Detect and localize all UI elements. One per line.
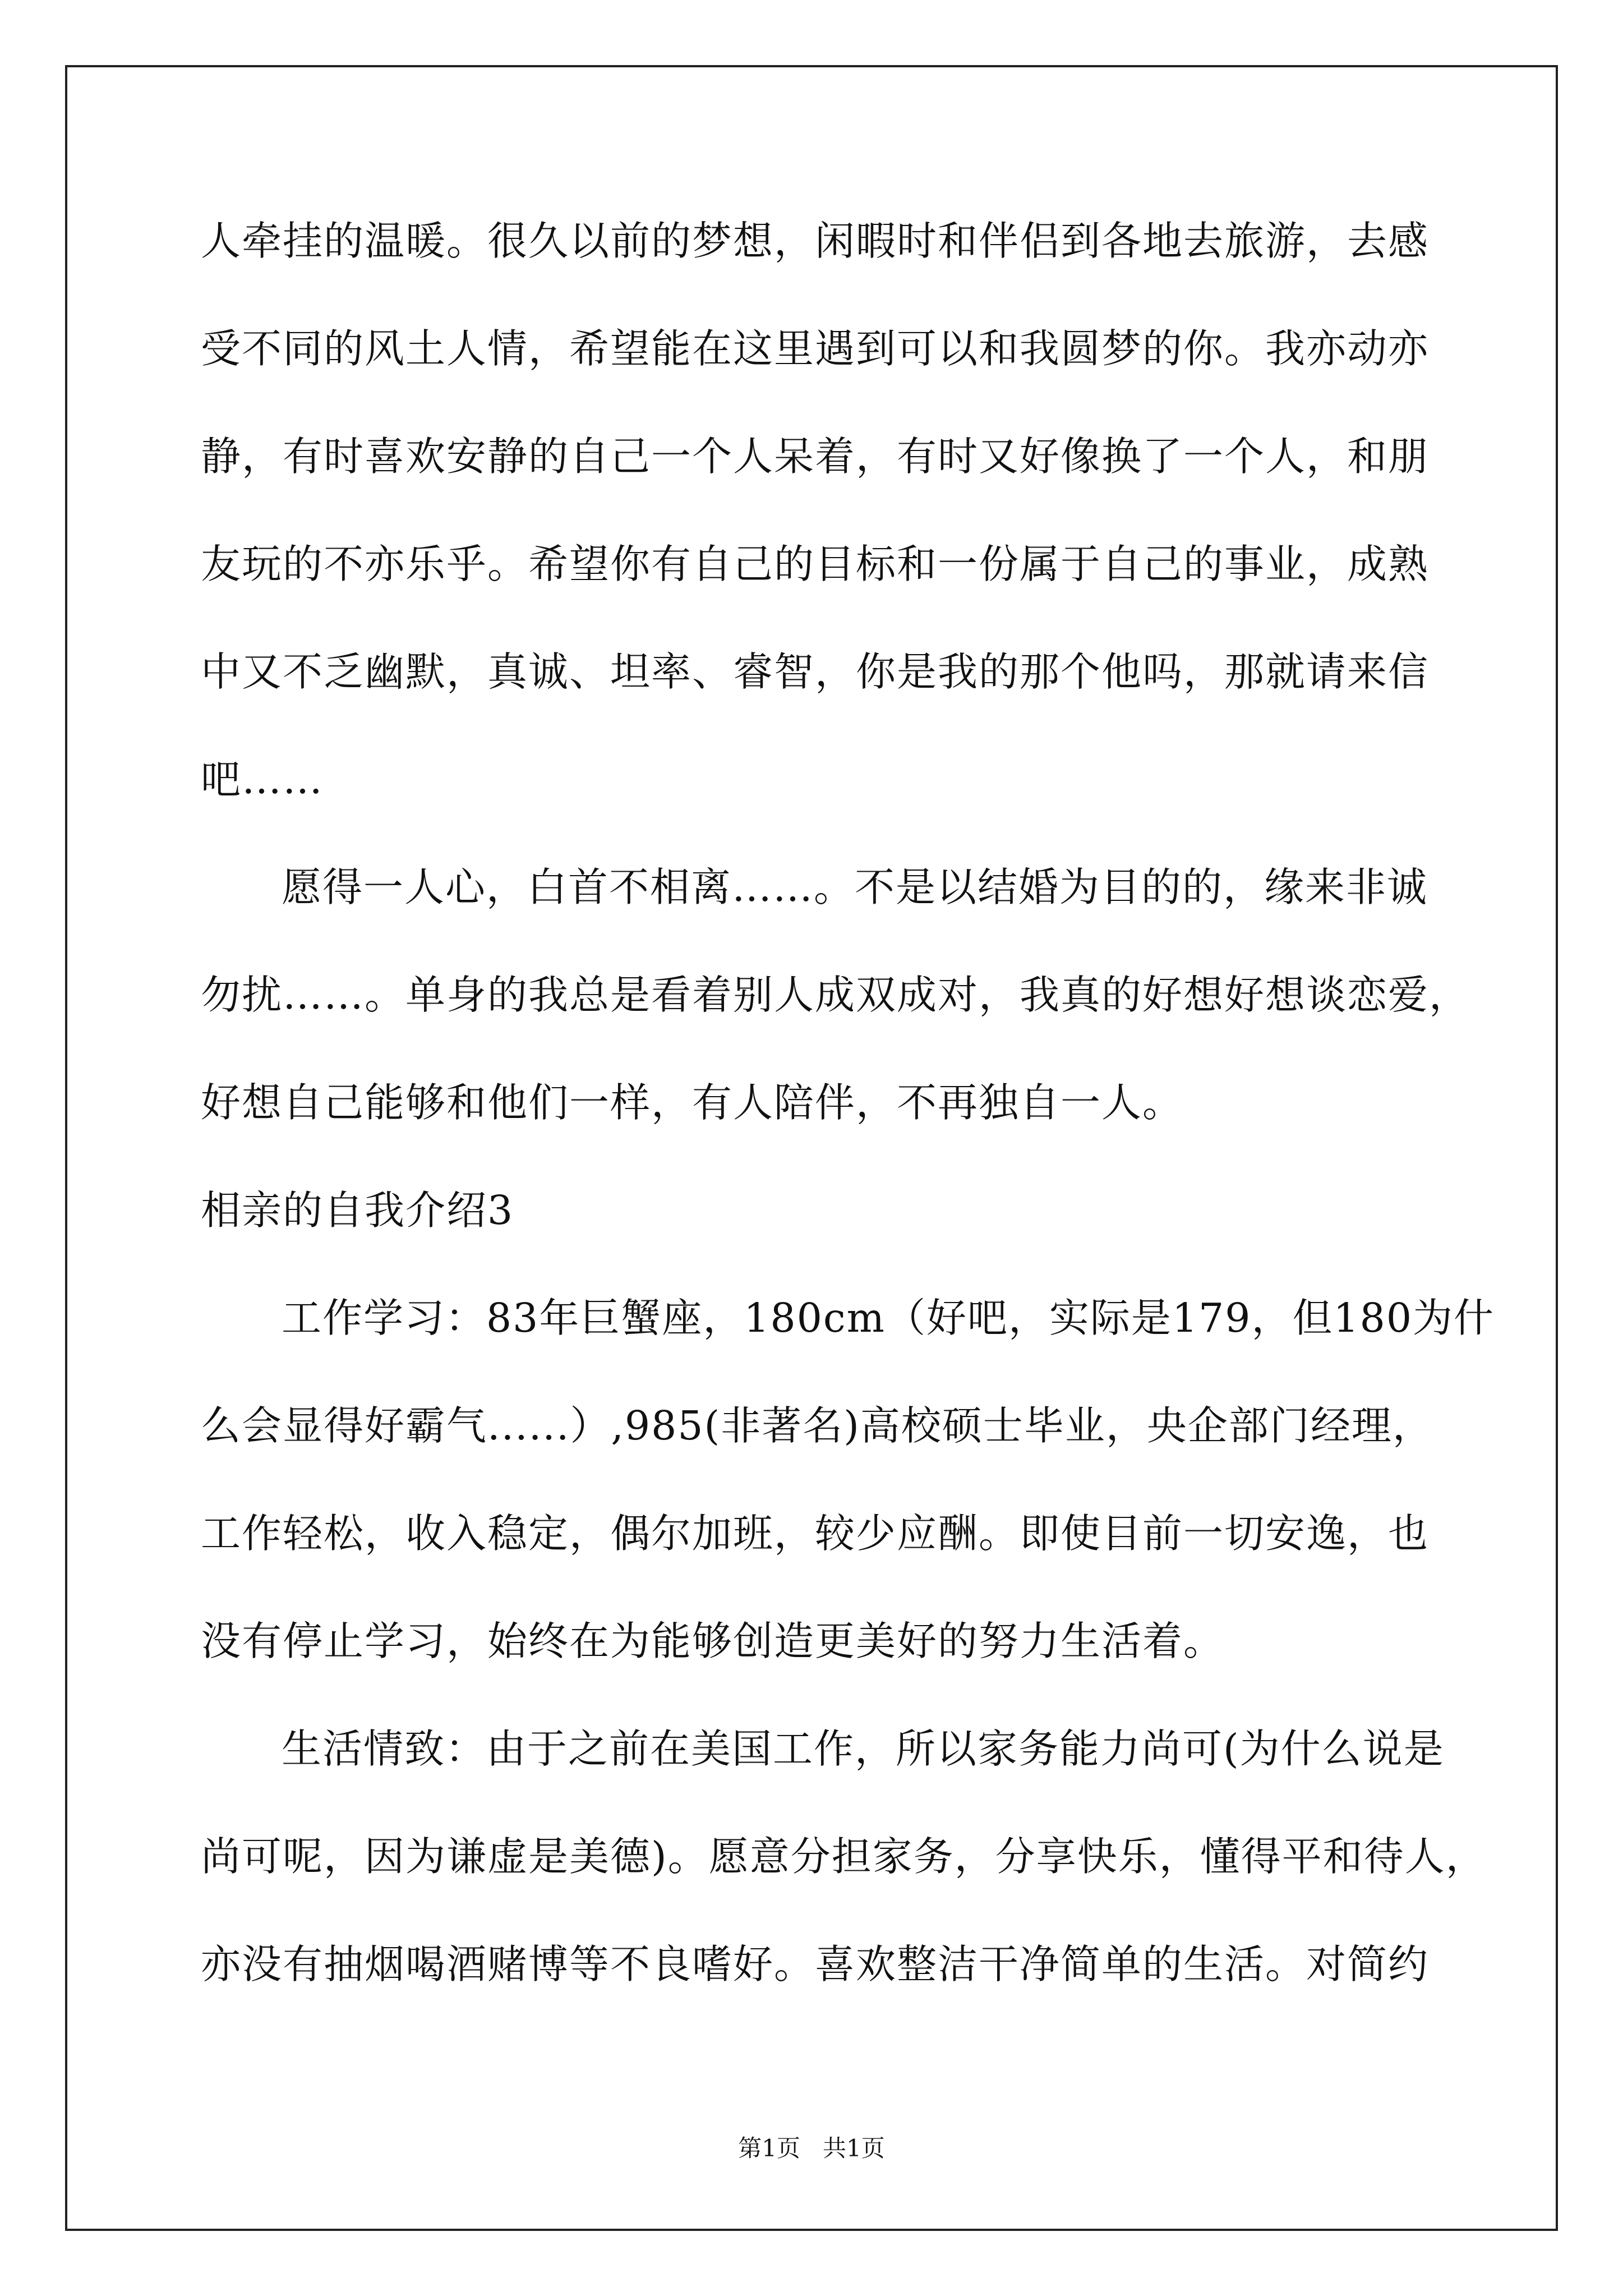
text-line: 勿扰……。单身的我总是看着别人成双成对，我真的好想好想谈恋爱， (201, 972, 1470, 1018)
paragraph-first-line: 工作学习：83年巨蟹座，180cm（好吧，实际是179，但180为什 (282, 1295, 1495, 1341)
text-line: 工作轻松，收入稳定，偶尔加班，较少应酬。即使目前一切安逸，也 (201, 1510, 1430, 1557)
text-line: 静，有时喜欢安静的自己一个人呆着，有时又好像换了一个人，和朋 (201, 433, 1430, 480)
page-footer: 第1页 共1页 (738, 2134, 885, 2162)
text-line: 好想自己能够和他们一样，有人陪伴，不再独自一人。 (201, 1079, 1184, 1126)
text-line: 么会显得好霸气......）,985(非著名)高校硕士毕业，央企部门经理， (201, 1402, 1433, 1449)
paragraph-first-line: 生活情致：由于之前在美国工作，所以家务能力尚可(为什么说是 (282, 1726, 1445, 1772)
text-line: 亦没有抽烟喝酒赌博等不良嗜好。喜欢整洁干净简单的生活。对简约 (201, 1941, 1430, 1987)
text-line: 受不同的风土人情，希望能在这里遇到可以和我圆梦的你。我亦动亦 (201, 325, 1430, 372)
text-line: 没有停止学习，始终在为能够创造更美好的努力生活着。 (201, 1618, 1225, 1664)
text-line: 吧…… (201, 756, 324, 803)
text-line: 尚可呢，因为谦虚是美德)。愿意分担家务，分享快乐，懂得平和待人， (201, 1833, 1487, 1880)
text-line: 中又不乏幽默，真诚、坦率、睿智，你是我的那个他吗，那就请来信 (201, 648, 1430, 695)
paragraph-first-line: 愿得一人心，白首不相离……。不是以结婚为目的的，缘来非诚 (282, 864, 1428, 910)
page-border (65, 65, 1558, 2231)
section-heading: 相亲的自我介绍3 (201, 1187, 514, 1234)
text-line: 人牵挂的温暖。很久以前的梦想，闲暇时和伴侣到各地去旅游，去感 (201, 218, 1430, 264)
text-line: 友玩的不亦乐乎。希望你有自己的目标和一份属于自己的事业，成熟 (201, 541, 1430, 587)
